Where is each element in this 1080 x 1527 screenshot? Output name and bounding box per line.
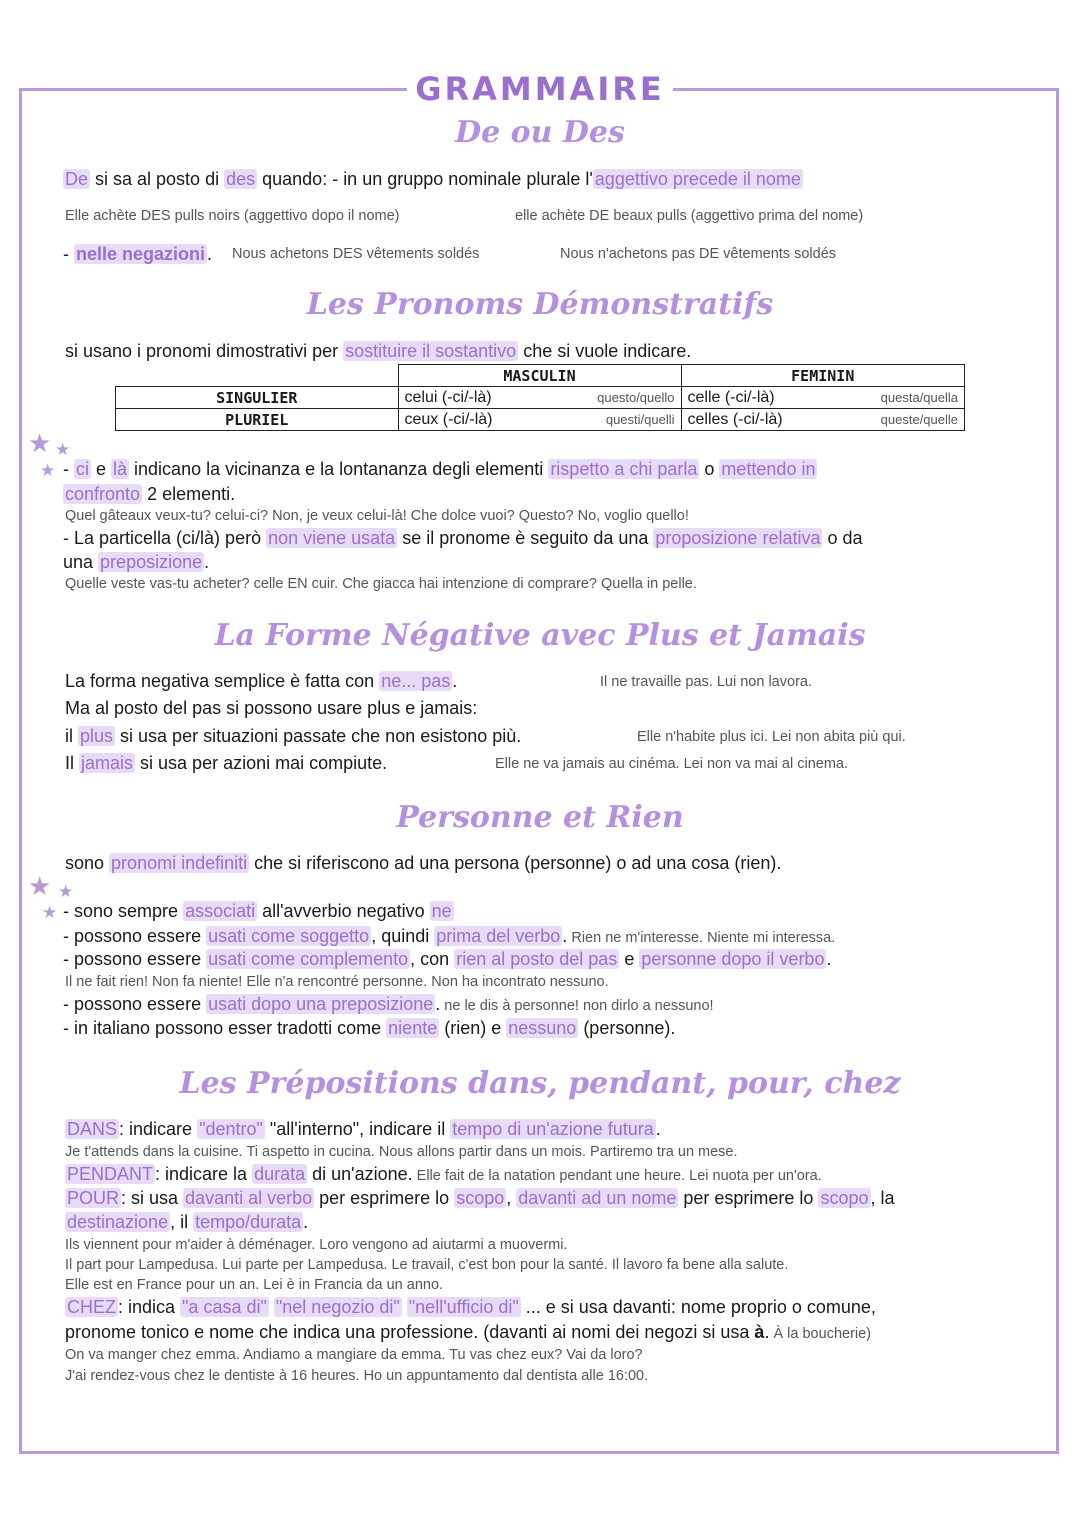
indefinite-intro: sono pronomi indefiniti che si riferiscono ad una persona (personne) o ad una cosa (rien).: [65, 853, 782, 873]
indefinite-rule: - possono essere usati come soggetto , quindi prima del verbo . Rien ne m'interesse. Niente mi interessa.: [63, 926, 836, 946]
preposition-pendant: PENDANT : indicare la durata di un'azione. Elle fait de la natation pendant une heure. Lei nuota per un'ora.: [67, 1164, 822, 1184]
note-ci-la-cont: confronto 2 elementi.: [65, 484, 236, 504]
heading-forme-negative: La Forme Négative avec Plus et Jamais: [214, 618, 866, 653]
indefinite-rule: - possono essere usati dopo una preposizione . ne le dis à personne! non dirlo a nessuno!: [63, 994, 714, 1014]
negative-rule: Ma al posto del pas si possono usare plus e jamais:: [65, 698, 478, 718]
star-icon: ★: [28, 871, 52, 901]
example-line: Nous achetons DES vêtements soldés: [232, 246, 480, 262]
example-line: Quel gâteaux veux-tu? celui-ci? Non, je veux celui-là! Che dolce vuoi? Questo? No, voglio quello!: [65, 508, 689, 524]
star-icon: ★: [42, 903, 58, 922]
column-header-masculin: MASCULIN: [398, 365, 681, 387]
heading-pronoms-demonstratifs: Les Pronoms Démonstratifs: [306, 287, 774, 322]
example-line: Elle est en France pour un an. Lei è in Francia da un anno.: [65, 1277, 444, 1293]
negative-rule-plus: il plus si usa per situazioni passate che non esistono più.: [65, 726, 522, 746]
preposition-pour-cont: destinazione , il tempo/durata .: [67, 1212, 309, 1232]
example-line: Il part pour Lampedusa. Lui parte per Lampedusa. Le travail, c'est bon pour la santé. Il lavoro fa bene alla salute.: [65, 1257, 789, 1273]
example-line: Je t'attends dans la cuisine. Ti aspetto in cucina. Nous allons partir dans un mois. Partiremo tra un mese.: [65, 1144, 738, 1160]
table-cell: celle (-ci/-là) questa/quella: [681, 387, 965, 409]
indefinite-rule: - possono essere usati come complemento , con rien al posto del pas e personne dopo il verbo .: [63, 949, 832, 969]
table-cell: celles (-ci/-là) queste/quelle: [681, 409, 965, 431]
indefinite-rule: - sono sempre associati all'avverbio negativo ne: [63, 901, 452, 921]
table-cell: ceux (-ci/-là) questi/quelli: [398, 409, 681, 431]
example-line: Nous n'achetons pas DE vêtements soldés: [560, 246, 837, 262]
example-line: Il ne fait rien! Non fa niente! Elle n'a rencontré personne. Non ha incontrato nessuno.: [65, 974, 609, 990]
negative-rule-jamais: Il jamais si usa per azioni mai compiute.: [65, 753, 388, 773]
star-icon: ★: [58, 882, 74, 901]
example-line: Quelle veste vas-tu acheter? celle EN cuir. Che giacca hai intenzione di comprare? Quella in pelle.: [65, 576, 697, 592]
preposition-chez: CHEZ : indica "a casa di" "nel negozio di" "nell'ufficio di" ... e si usa davanti: nome proprio o comune,: [67, 1297, 876, 1317]
demonstrative-pronouns-table: [115, 364, 965, 431]
star-icon: ★: [55, 440, 71, 459]
heading-personne-et-rien: Personne et Rien: [396, 800, 684, 835]
demonstratives-intro: si usano i pronomi dimostrativi per sostituire il sostantivo che si vuole indicare.: [65, 341, 692, 361]
preposition-dans: DANS : indicare "dentro" "all'interno", indicare il tempo di un'azione futura .: [67, 1119, 661, 1139]
table-row: [116, 409, 965, 431]
table-row: [116, 365, 965, 387]
row-header-singulier: SINGULIER: [116, 387, 399, 409]
heading-de-ou-des: De ou Des: [455, 115, 625, 150]
heading-prepositions: Les Prépositions dans, pendant, pour, chez: [179, 1066, 901, 1101]
table-cell: celui (-ci/-là) questo/quello: [398, 387, 681, 409]
preposition-pour: POUR : si usa davanti al verbo per esprimere lo scopo , davanti ad un nome per esprimere lo scopo , la: [67, 1188, 895, 1208]
note-particella: - La particella (ci/là) però non viene usata se il pronome è seguito da una proposizione relativa o da: [63, 528, 863, 548]
rule-de-line: De si sa al posto di des quando: - in un gruppo nominale plurale l' aggettivo precede il nome: [65, 169, 801, 189]
table-row: [116, 387, 965, 409]
note-particella-cont: una preposizione .: [63, 552, 210, 572]
note-ci-la: - ci e là indicano la vicinanza e la lontananza degli elementi rispetto a chi parla o mettendo in: [63, 459, 816, 479]
column-header-feminin: FEMININ: [681, 365, 965, 387]
star-icon: ★: [40, 461, 56, 480]
example-line: Elle ne va jamais au cinéma. Lei non va mai al cinema.: [495, 756, 849, 772]
negative-rule: La forma negativa semplice è fatta con ne... pas .: [65, 671, 458, 691]
example-line: Ils viennent pour m'aider à déménager. Loro vengono ad aiutarmi a muovermi.: [65, 1237, 568, 1253]
example-line: On va manger chez emma. Andiamo a mangiare da emma. Tu vas chez eux? Vai da loro?: [65, 1347, 643, 1363]
example-line: Elle achète DES pulls noirs (aggettivo dopo il nome): [65, 208, 400, 224]
rule-negation-line: - nelle negazioni .: [63, 244, 213, 264]
example-line: elle achète DE beaux pulls (aggettivo prima del nome): [515, 208, 864, 224]
preposition-chez-cont: pronome tonico e nome che indica una professione. (davanti ai nomi dei negozi si usa à. À la boucherie): [65, 1322, 872, 1342]
star-icon: ★: [28, 428, 52, 458]
example-line: J'ai rendez-vous chez le dentiste à 16 heures. Ho un appuntamento dal dentista alle 16:00.: [65, 1368, 649, 1384]
page-title: GRAMMAIRE: [0, 70, 1080, 108]
example-line: Il ne travaille pas. Lui non lavora.: [600, 674, 812, 690]
example-line: Elle n'habite plus ici. Lei non abita più qui.: [637, 729, 906, 745]
row-header-pluriel: PLURIEL: [116, 409, 399, 431]
indefinite-rule: - in italiano possono esser tradotti come niente (rien) e nessuno (personne).: [63, 1018, 676, 1038]
